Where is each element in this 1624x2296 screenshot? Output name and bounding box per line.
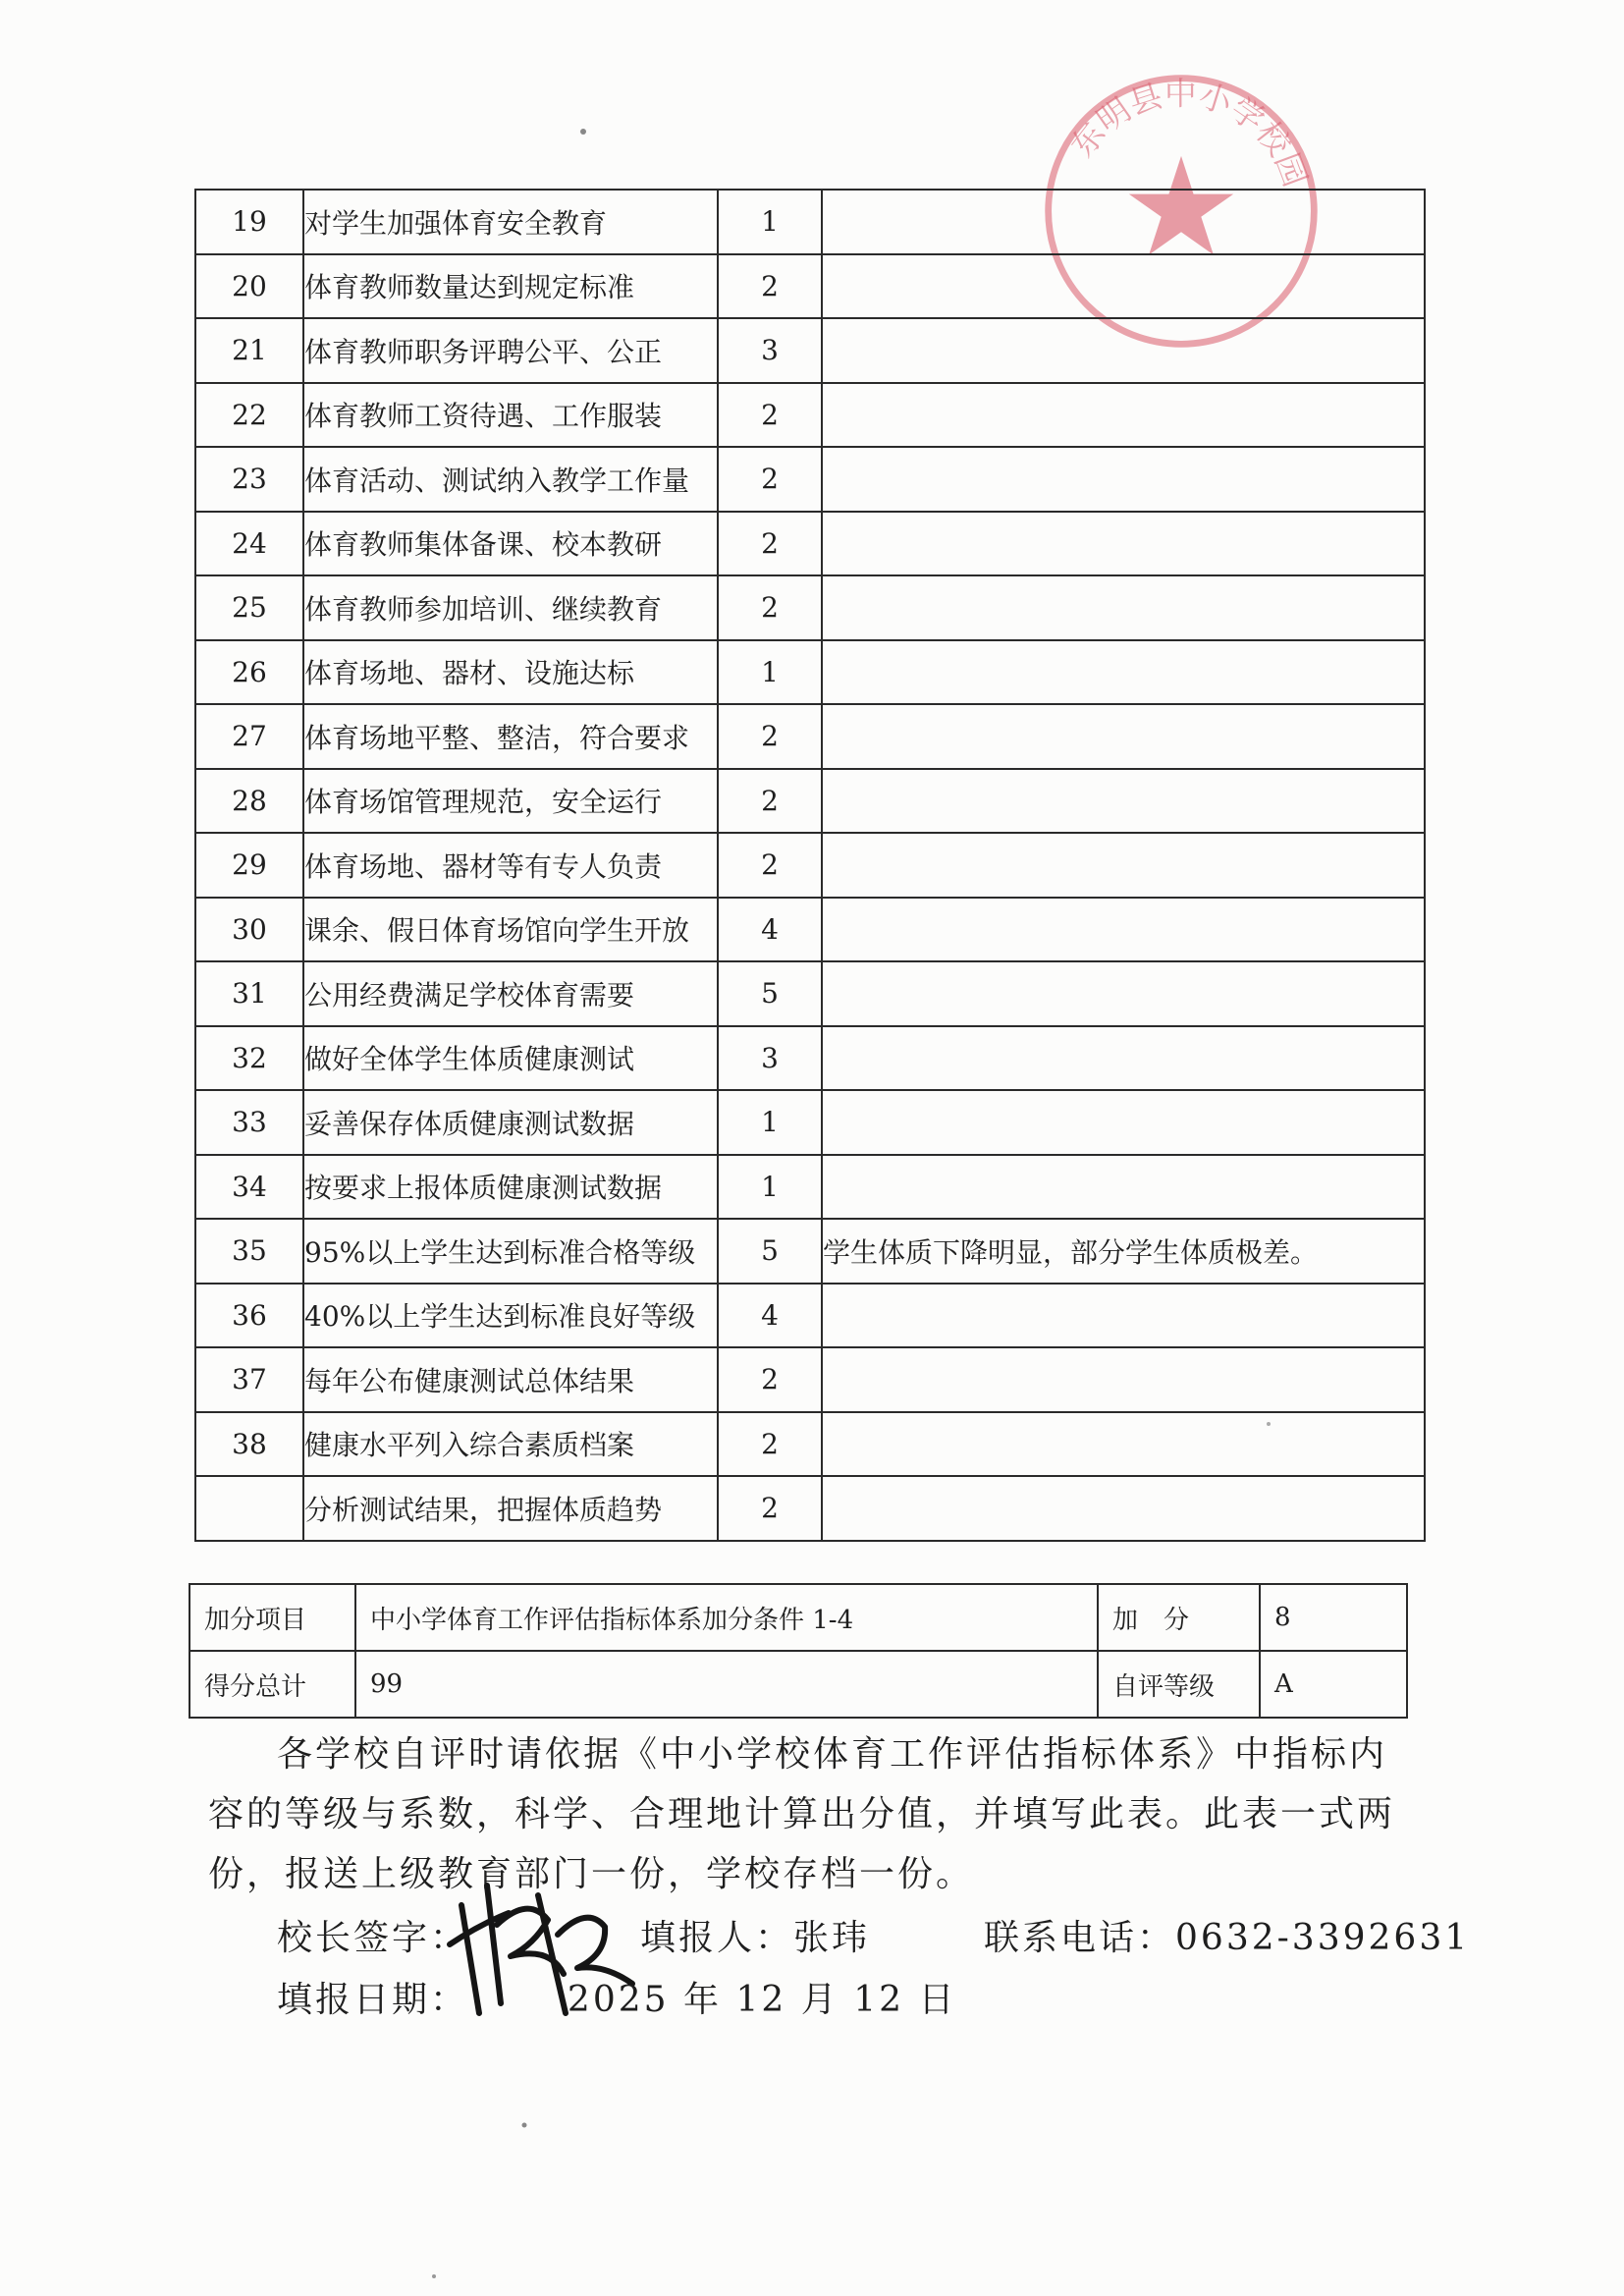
row-score: 4 bbox=[718, 898, 822, 962]
row-item: 健康水平列入综合素质档案 bbox=[303, 1412, 718, 1477]
row-remark bbox=[822, 1090, 1425, 1155]
row-remark bbox=[822, 769, 1425, 834]
table-row bbox=[195, 1090, 1425, 1155]
row-remark bbox=[822, 640, 1425, 705]
row-item: 体育教师职务评聘公平、公正 bbox=[303, 318, 718, 383]
year-unit: 年 bbox=[683, 1980, 723, 2020]
row-score: 2 bbox=[718, 1347, 822, 1412]
row-number: 26 bbox=[195, 640, 303, 705]
row-remark bbox=[822, 1026, 1425, 1091]
row-item: 妥善保存体质健康测试数据 bbox=[303, 1090, 718, 1155]
row-remark bbox=[822, 254, 1425, 319]
row-remark bbox=[822, 318, 1425, 383]
row-remark bbox=[822, 1412, 1425, 1477]
row-score: 2 bbox=[718, 447, 822, 512]
row-number: 25 bbox=[195, 575, 303, 640]
table-row bbox=[195, 833, 1425, 898]
row-item: 课余、假日体育场馆向学生开放 bbox=[303, 898, 718, 962]
row-item: 体育教师集体备课、校本教研 bbox=[303, 512, 718, 576]
row-remark bbox=[822, 1476, 1425, 1541]
row-number: 27 bbox=[195, 704, 303, 769]
row-item: 做好全体学生体质健康测试 bbox=[303, 1026, 718, 1091]
date-day: 12 bbox=[853, 1980, 905, 2020]
plus-label: 加 分 bbox=[1098, 1584, 1260, 1651]
row-item: 95%以上学生达到标准合格等级 bbox=[303, 1219, 718, 1284]
table-row bbox=[195, 898, 1425, 962]
row-item: 40%以上学生达到标准良好等级 bbox=[303, 1284, 718, 1348]
svg-text:东明县中小学校园 bbox=[1062, 75, 1315, 191]
row-score: 4 bbox=[718, 1284, 822, 1348]
date-month: 12 bbox=[735, 1980, 787, 2020]
row-remark bbox=[822, 190, 1425, 254]
row-number: 34 bbox=[195, 1155, 303, 1220]
date-line bbox=[277, 1972, 956, 2022]
table-row bbox=[195, 1026, 1425, 1091]
table-row bbox=[195, 961, 1425, 1026]
row-number: 20 bbox=[195, 254, 303, 319]
row-number: 30 bbox=[195, 898, 303, 962]
table-row bbox=[195, 1476, 1425, 1541]
row-item: 每年公布健康测试总体结果 bbox=[303, 1347, 718, 1412]
row-number: 24 bbox=[195, 512, 303, 576]
row-score: 2 bbox=[718, 704, 822, 769]
total-label: 得分总计 bbox=[189, 1651, 355, 1718]
row-number: 31 bbox=[195, 961, 303, 1026]
bonus-label: 加分项目 bbox=[189, 1584, 355, 1651]
instructions-paragraph bbox=[208, 1724, 1416, 1904]
row-score: 5 bbox=[718, 961, 822, 1026]
row-remark bbox=[822, 1284, 1425, 1348]
row-remark bbox=[822, 1347, 1425, 1412]
row-number bbox=[195, 1476, 303, 1541]
grade-value: A bbox=[1260, 1651, 1407, 1718]
table-row bbox=[195, 254, 1425, 319]
evaluation-table bbox=[194, 189, 1426, 1542]
date-year: 2025 bbox=[567, 1980, 670, 2020]
row-number: 28 bbox=[195, 769, 303, 834]
row-remark: 学生体质下降明显，部分学生体质极差。 bbox=[822, 1219, 1425, 1284]
plus-value: 8 bbox=[1260, 1584, 1407, 1651]
row-item: 体育活动、测试纳入教学工作量 bbox=[303, 447, 718, 512]
row-remark bbox=[822, 383, 1425, 448]
date-label: 填报日期： bbox=[277, 1980, 469, 2020]
table-row bbox=[195, 1155, 1425, 1220]
instruction-line: 容的等级与系数，科学、合理地计算出分值，并填写此表。此表一式两 bbox=[208, 1794, 1396, 1834]
table-row bbox=[195, 1284, 1425, 1348]
row-item: 体育场地、器材、设施达标 bbox=[303, 640, 718, 705]
row-remark bbox=[822, 575, 1425, 640]
table-row bbox=[195, 447, 1425, 512]
row-remark bbox=[822, 961, 1425, 1026]
row-score: 1 bbox=[718, 1090, 822, 1155]
table-row bbox=[195, 318, 1425, 383]
row-score: 3 bbox=[718, 318, 822, 383]
total-row bbox=[189, 1651, 1407, 1718]
row-score: 5 bbox=[718, 1219, 822, 1284]
row-item: 分析测试结果，把握体质趋势 bbox=[303, 1476, 718, 1541]
total-value: 99 bbox=[355, 1651, 1098, 1718]
row-remark bbox=[822, 1155, 1425, 1220]
row-item: 对学生加强体育安全教育 bbox=[303, 190, 718, 254]
row-number: 21 bbox=[195, 318, 303, 383]
row-item: 公用经费满足学校体育需要 bbox=[303, 961, 718, 1026]
row-score: 2 bbox=[718, 1476, 822, 1541]
table-row bbox=[195, 769, 1425, 834]
row-number: 33 bbox=[195, 1090, 303, 1155]
row-number: 29 bbox=[195, 833, 303, 898]
row-score: 2 bbox=[718, 1412, 822, 1477]
row-number: 22 bbox=[195, 383, 303, 448]
row-score: 2 bbox=[718, 769, 822, 834]
row-item: 体育场地、器材等有专人负责 bbox=[303, 833, 718, 898]
month-unit: 月 bbox=[800, 1980, 839, 2020]
row-remark bbox=[822, 447, 1425, 512]
row-remark bbox=[822, 704, 1425, 769]
row-score: 2 bbox=[718, 512, 822, 576]
row-score: 1 bbox=[718, 190, 822, 254]
principal-signature-label: 校长签字： bbox=[277, 1918, 469, 1958]
table-row bbox=[195, 1412, 1425, 1477]
table-row bbox=[195, 575, 1425, 640]
row-remark bbox=[822, 833, 1425, 898]
bonus-row bbox=[189, 1584, 1407, 1651]
row-number: 38 bbox=[195, 1412, 303, 1477]
row-item: 体育教师参加培训、继续教育 bbox=[303, 575, 718, 640]
row-score: 2 bbox=[718, 575, 822, 640]
filler-label: 填报人： bbox=[640, 1918, 794, 1958]
table-row bbox=[195, 640, 1425, 705]
row-number: 37 bbox=[195, 1347, 303, 1412]
row-item: 体育教师工资待遇、工作服装 bbox=[303, 383, 718, 448]
filler-name: 张玮 bbox=[793, 1918, 871, 1958]
row-score: 2 bbox=[718, 254, 822, 319]
row-item: 按要求上报体质健康测试数据 bbox=[303, 1155, 718, 1220]
row-item: 体育场馆管理规范，安全运行 bbox=[303, 769, 718, 834]
day-unit: 日 bbox=[918, 1980, 957, 2020]
row-item: 体育教师数量达到规定标准 bbox=[303, 254, 718, 319]
row-score: 2 bbox=[718, 833, 822, 898]
row-number: 23 bbox=[195, 447, 303, 512]
row-score: 3 bbox=[718, 1026, 822, 1091]
instruction-line: 各学校自评时请依据《中小学校体育工作评估指标体系》中指标内 bbox=[277, 1734, 1388, 1775]
phone-label: 联系电话： bbox=[984, 1918, 1176, 1958]
row-number: 35 bbox=[195, 1219, 303, 1284]
row-score: 1 bbox=[718, 1155, 822, 1220]
bonus-value: 中小学体育工作评估指标体系加分条件 1-4 bbox=[355, 1584, 1098, 1651]
grade-label: 自评等级 bbox=[1098, 1651, 1260, 1718]
row-item: 体育场地平整、整洁，符合要求 bbox=[303, 704, 718, 769]
row-remark bbox=[822, 898, 1425, 962]
row-score: 1 bbox=[718, 640, 822, 705]
table-row bbox=[195, 1219, 1425, 1284]
table-row bbox=[195, 383, 1425, 448]
table-row bbox=[195, 1347, 1425, 1412]
table-row bbox=[195, 704, 1425, 769]
row-remark bbox=[822, 512, 1425, 576]
seal-text: 东明县中小学校园 bbox=[1062, 74, 1316, 192]
row-score: 2 bbox=[718, 383, 822, 448]
row-number: 19 bbox=[195, 190, 303, 254]
phone-number: 0632-3392631 bbox=[1175, 1918, 1471, 1958]
summary-table bbox=[189, 1583, 1408, 1719]
table-row bbox=[195, 190, 1425, 254]
instruction-line: 份，报送上级教育部门一份，学校存档一份。 bbox=[208, 1854, 975, 1894]
table-row bbox=[195, 512, 1425, 576]
row-number: 32 bbox=[195, 1026, 303, 1091]
row-number: 36 bbox=[195, 1284, 303, 1348]
